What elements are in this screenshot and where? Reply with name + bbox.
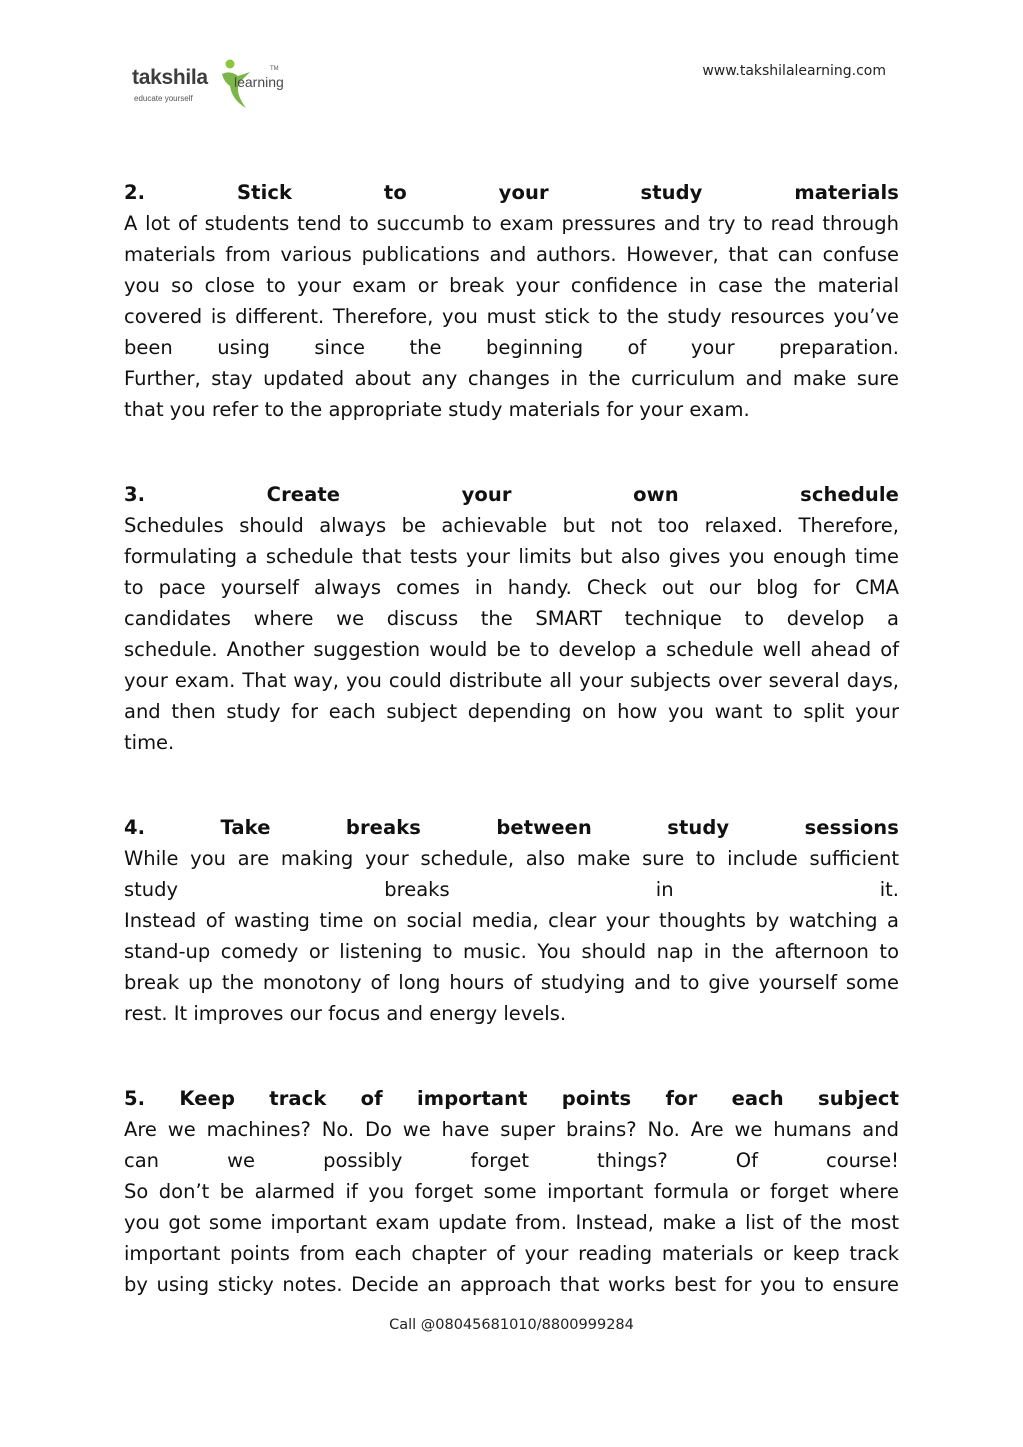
paragraph-line: Instead of wasting time on social media, clear your thoughts by watching a: [124, 909, 899, 932]
site-url[interactable]: www.takshilalearning.com: [702, 63, 886, 79]
paragraph-line: that you refer to the appropriate study materials for your exam.: [124, 398, 750, 421]
section-paragraph: [124, 843, 899, 1029]
paragraph-line: Further, stay updated about any changes in the curriculum and make sure: [124, 367, 899, 390]
section-paragraph: [124, 1114, 899, 1300]
section-heading: 2. Stick to your study materials: [124, 181, 899, 204]
paragraph-line: break up the monotony of long hours of studying and to give yourself some: [124, 971, 899, 994]
paragraph-line: your exam. That way, you could distribute all your subjects over several days,: [124, 669, 899, 692]
section-heading: 4. Take breaks between study sessions: [124, 816, 899, 839]
paragraph-line: rest. It improves our focus and energy levels.: [124, 1002, 567, 1025]
takshila-logo: [130, 56, 290, 112]
logo-word: takshila: [132, 66, 208, 89]
paragraph-line: While you are making your schedule, also make sure to include sufficient: [124, 847, 899, 870]
paragraph-line: by using sticky notes. Decide an approach that works best for you to ensure: [124, 1273, 899, 1296]
section: [124, 479, 899, 758]
paragraph-line: materials from various publications and authors. However, that can confuse: [124, 243, 899, 266]
paragraph-line: can we possibly forget things? Of course!: [124, 1149, 899, 1172]
paragraph-line: stand-up comedy or listening to music. You should nap in the afternoon to: [124, 940, 899, 963]
logo-word-2: learning: [234, 74, 284, 90]
document-body: [124, 177, 899, 1354]
section-heading: 5. Keep track of important points for each subject: [124, 1087, 899, 1110]
paragraph-line: you so close to your exam or break your confidence in case the material: [124, 274, 899, 297]
section-paragraph: [124, 510, 899, 758]
paragraph-line: schedule. Another suggestion would be to develop a schedule well ahead of: [124, 638, 899, 661]
footer-contact: Call @08045681010/8800999284: [389, 1317, 634, 1333]
paragraph-line: time.: [124, 731, 175, 754]
paragraph-line: covered is different. Therefore, you must stick to the study resources you’ve: [124, 305, 899, 328]
logo-trademark: TM: [270, 66, 279, 72]
section-paragraph: [124, 208, 899, 425]
paragraph-line: formulating a schedule that tests your limits but also gives you enough time: [124, 545, 899, 568]
section: [124, 177, 899, 425]
paragraph-line: study breaks in it.: [124, 878, 899, 901]
paragraph-line: you got some important exam update from. Instead, make a list of the most: [124, 1211, 899, 1234]
paragraph-line: A lot of students tend to succumb to exam pressures and try to read through: [124, 212, 899, 235]
logo-tagline: educate yourself: [134, 94, 193, 103]
paragraph-line: to pace yourself always comes in handy. Check out our blog for CMA: [124, 576, 899, 599]
paragraph-line: important points from each chapter of your reading materials or keep track: [124, 1242, 899, 1265]
paragraph-line: candidates where we discuss the SMART technique to develop a: [124, 607, 899, 630]
section: [124, 1083, 899, 1300]
paragraph-line: So don’t be alarmed if you forget some important formula or forget where: [124, 1180, 899, 1203]
paragraph-line: and then study for each subject depending on how you want to split your: [124, 700, 899, 723]
section-heading: 3. Create your own schedule: [124, 483, 899, 506]
paragraph-line: Schedules should always be achievable but not too relaxed. Therefore,: [124, 514, 899, 537]
paragraph-line: been using since the beginning of your preparation.: [124, 336, 899, 359]
section: [124, 812, 899, 1029]
paragraph-line: Are we machines? No. Do we have super brains? No. Are we humans and: [124, 1118, 899, 1141]
